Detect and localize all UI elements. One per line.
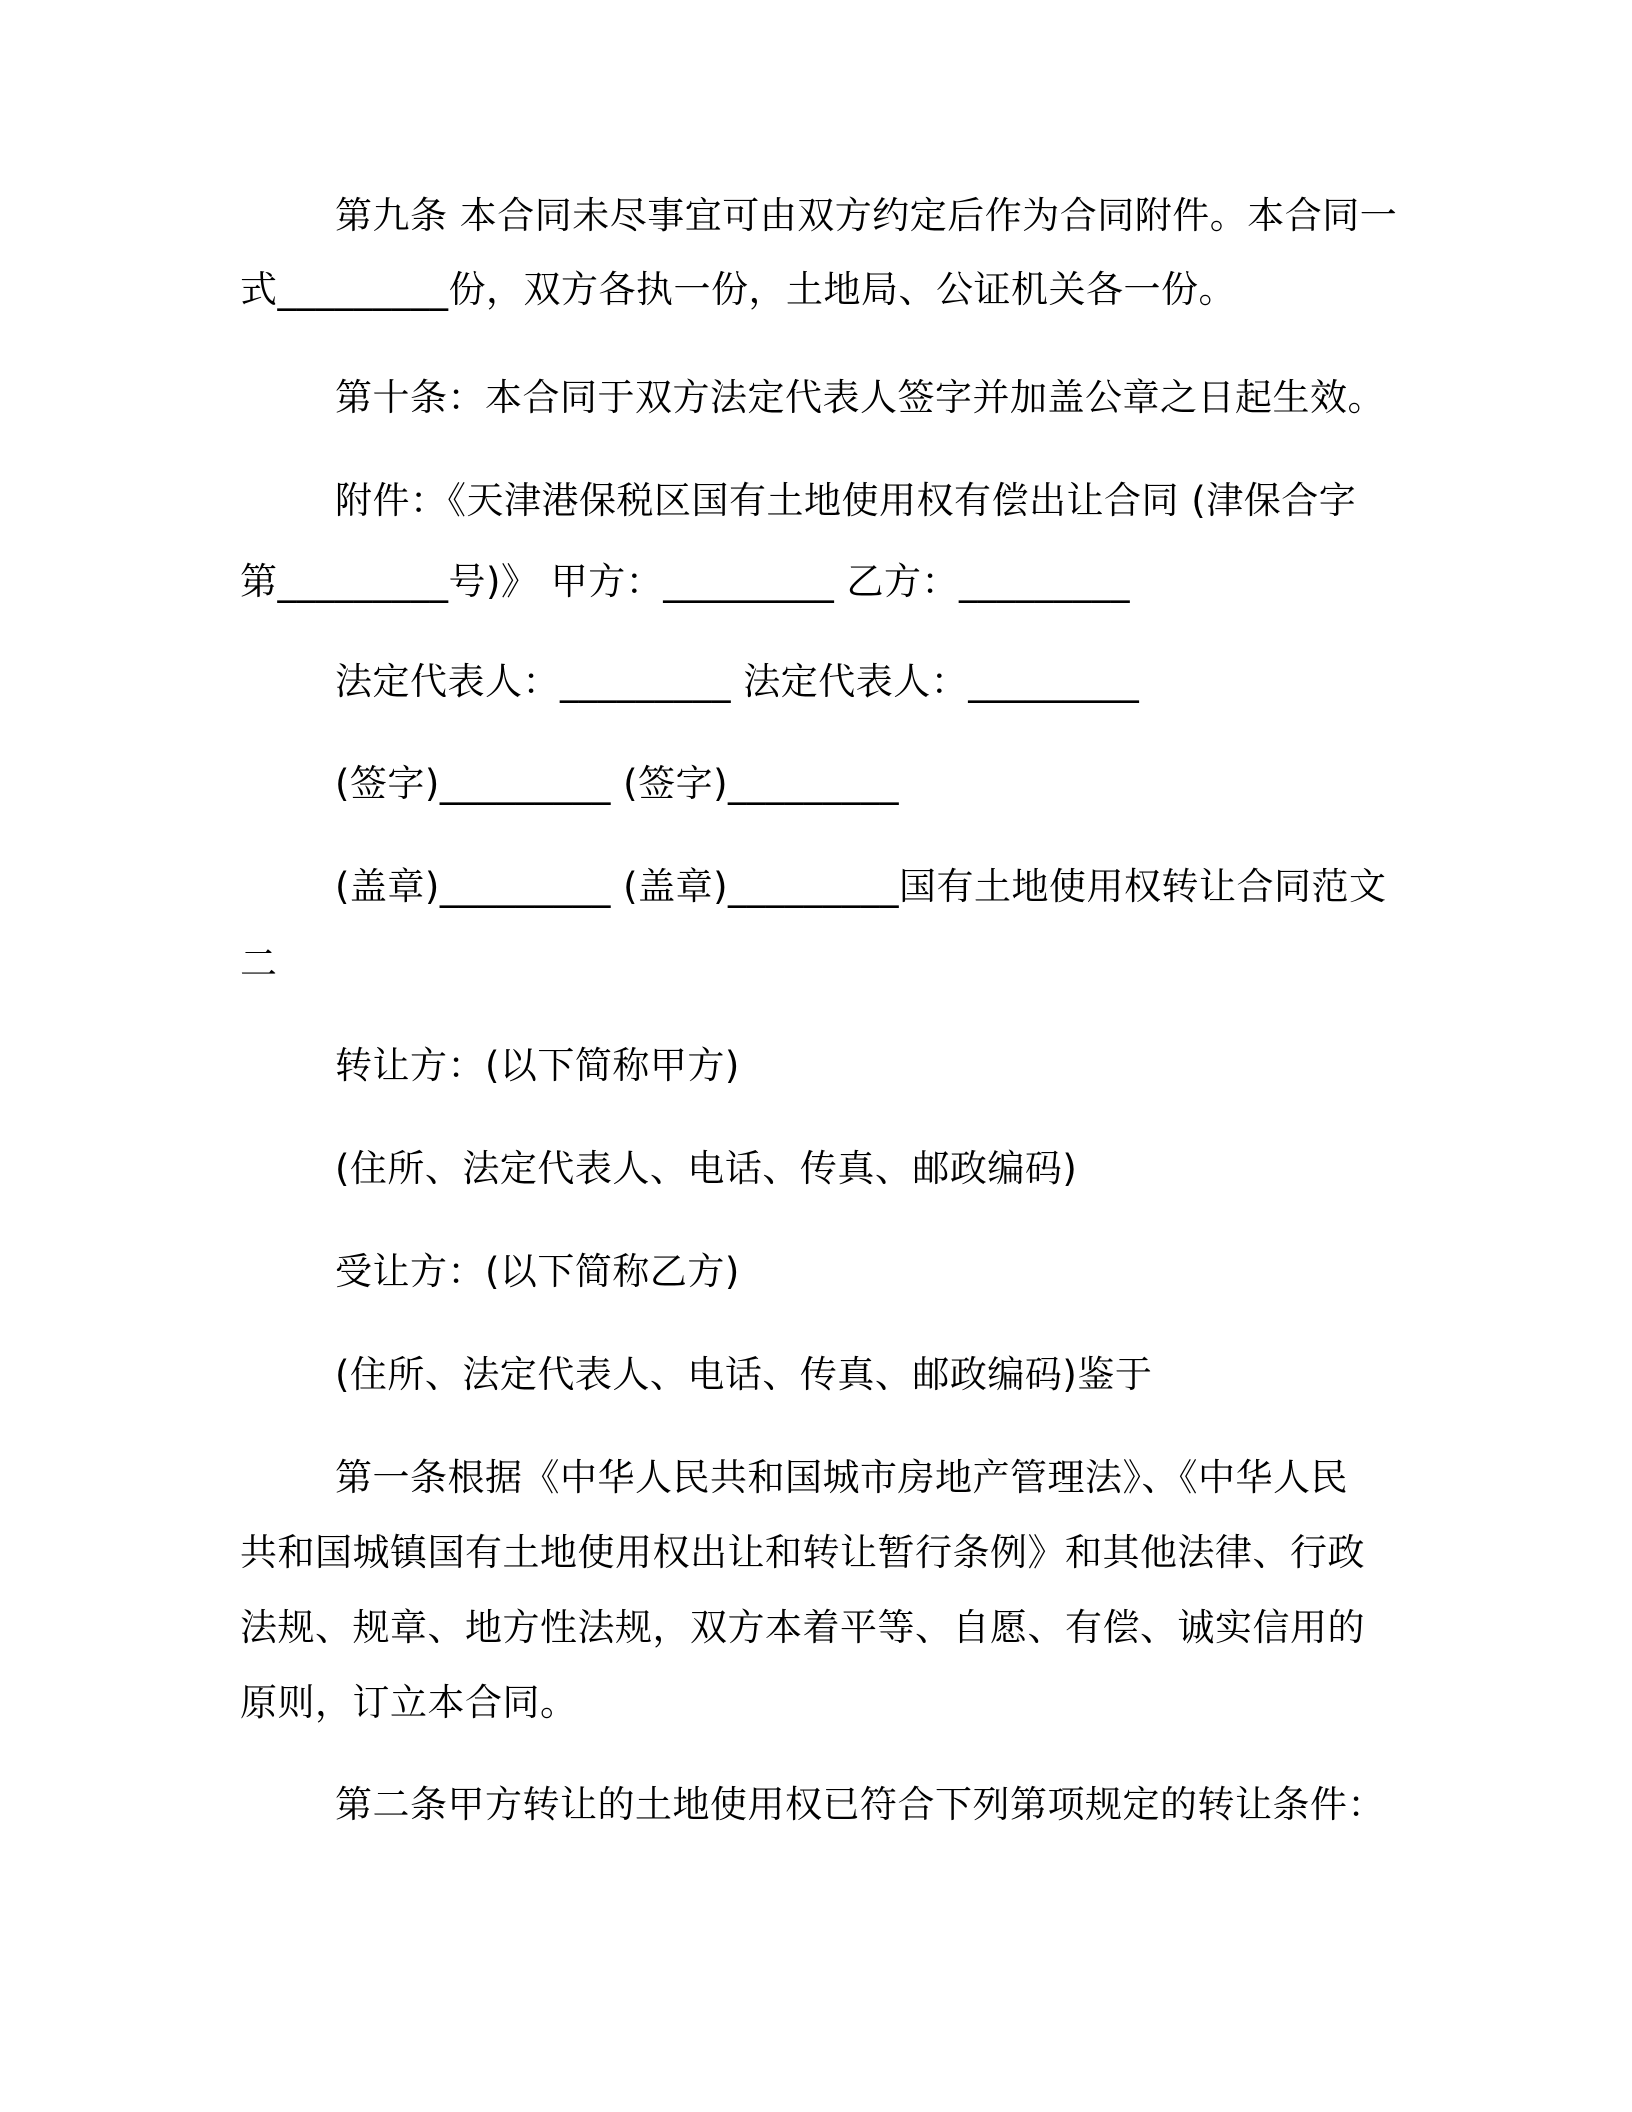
article-10-line: 第十条：本合同于双方法定代表人签字并加盖公章之日起生效。 bbox=[335, 376, 1385, 419]
article-9-line-1: 第九条 本合同未尽事宜可由双方约定后作为合同附件。本合同一 bbox=[335, 194, 1398, 237]
attachment-line-1: 附件：《天津港保税区国有土地使用权有偿出让合同 (津保合字 bbox=[335, 479, 1357, 522]
attachment-line-2: 第_________号)》 甲方：_________ 乙方：_________ bbox=[240, 560, 1130, 603]
contract-title-continuation: 二 bbox=[240, 942, 278, 985]
article-1-line-1: 第一条根据《中华人民共和国城市房地产管理法》、《中华人民 bbox=[335, 1456, 1348, 1499]
article-1-line-2: 共和国城镇国有土地使用权出让和转让暂行条例》和其他法律、行政 bbox=[240, 1531, 1365, 1574]
legal-representative-line: 法定代表人：_________ 法定代表人：_________ bbox=[335, 660, 1140, 703]
transferor-details-line: (住所、法定代表人、电话、传真、邮政编码) bbox=[335, 1147, 1078, 1190]
article-9-line-2: 式_________份，双方各执一份，土地局、公证机关各一份。 bbox=[240, 268, 1236, 311]
transferee-details-line: (住所、法定代表人、电话、传真、邮政编码)鉴于 bbox=[335, 1353, 1153, 1396]
transferor-line: 转让方：(以下简称甲方) bbox=[335, 1044, 740, 1087]
article-1-line-3: 法规、规章、地方性法规，双方本着平等、自愿、有偿、诚实信用的 bbox=[240, 1606, 1365, 1649]
signature-line: (签字)_________ (签字)_________ bbox=[335, 762, 900, 805]
article-2-line: 第二条甲方转让的土地使用权已符合下列第项规定的转让条件： bbox=[335, 1783, 1385, 1826]
article-1-line-4: 原则，订立本合同。 bbox=[240, 1681, 578, 1724]
seal-line: (盖章)_________ (盖章)_________国有土地使用权转让合同范文 bbox=[335, 865, 1387, 908]
transferee-line: 受让方：(以下简称乙方) bbox=[335, 1250, 740, 1293]
